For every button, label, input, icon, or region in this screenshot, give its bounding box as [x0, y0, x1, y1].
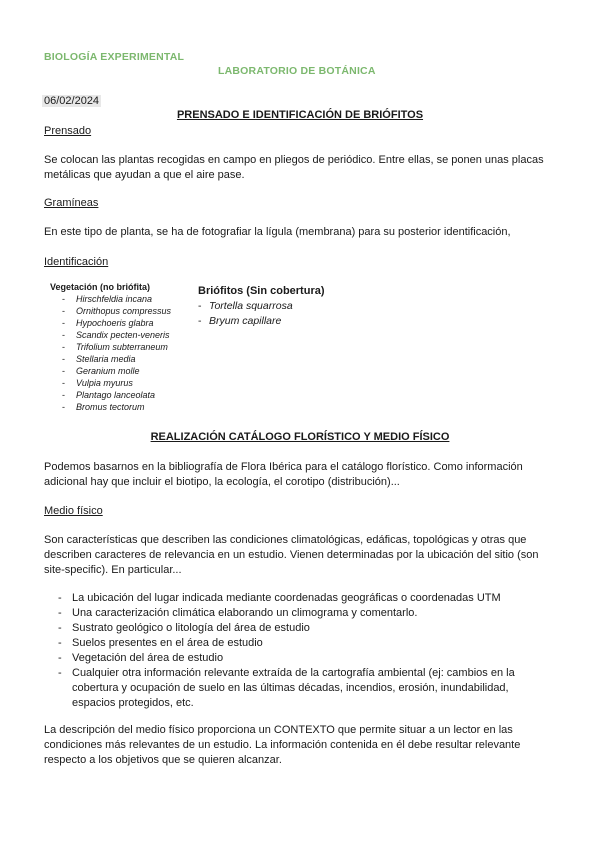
lab-header: LABORATORIO DE BOTÁNICA [218, 65, 376, 77]
list-item: - Hypochoeris glabra [62, 317, 200, 329]
list-item: - Scandix pecten-veneris [62, 329, 200, 341]
gramineas-heading: Gramíneas [44, 197, 99, 209]
subject-header: BIOLOGÍA EXPERIMENTAL [44, 51, 185, 63]
list-item: - Vulpia myurus [62, 377, 200, 389]
list-item: - Suelos presentes en el área de estudio [44, 636, 534, 651]
date-label [42, 94, 101, 109]
list-item: - Plantago lanceolata [62, 389, 200, 401]
vegetation-block [50, 281, 200, 413]
list-item: - Geranium molle [62, 365, 200, 377]
list-item: - Sustrato geológico o litología del área de estudio [44, 621, 534, 636]
list-item: - Stellaria media [62, 353, 200, 365]
date-value: 06/02/2024 [44, 95, 100, 107]
medio-conclusion: La descripción del medio físico proporciona un CONTEXTO que permite situar a un lector en las condiciones más relevantes de un estudio. La información contenida en él debe resultar relevante respecto a los objetivos que se quieren alcanzar. [44, 724, 521, 766]
vegetation-list [62, 293, 200, 413]
bryophytes-block [198, 284, 398, 329]
medio-text: Son características que describen las condiciones climatológicas, edáficas, topológicas y otras que describen caracteres de relevancia en un estudio. Vienen determinadas por la ubicación del sitio (son site-specific). En particular... [44, 534, 539, 576]
medio-heading: Medio físico [44, 505, 103, 517]
medio-list [44, 591, 534, 711]
list-item: - Tortella squarrosa [198, 299, 398, 314]
identificacion-heading: Identificación [44, 256, 109, 268]
section-title-prensado: PRENSADO E IDENTIFICACIÓN DE BRIÓFITOS [176, 109, 424, 121]
section-title-catalogo: REALIZACIÓN CATÁLOGO FLORÍSTICO Y MEDIO FÍSICO [150, 431, 450, 443]
list-item: - Cualquier otra información relevante extraída de la cartografía ambiental (ej: cambios en la cobertura y ocupación de suelo en las últimas décadas, incendios, erosión, inundabilidad, espacios protegidos, etc. [44, 666, 534, 711]
prensado-heading: Prensado [44, 125, 92, 137]
list-item: - Trifolium subterraneum [62, 341, 200, 353]
bryophytes-title: Briófitos (Sin cobertura) [198, 285, 325, 297]
vegetation-title: Vegetación (no briófita) [50, 282, 151, 292]
bryophytes-list [198, 299, 398, 329]
list-item: - Vegetación del área de estudio [44, 651, 534, 666]
list-item: - Una caracterización climática elaborando un climograma y comentarlo. [44, 606, 534, 621]
list-item: - La ubicación del lugar indicada mediante coordenadas geográficas o coordenadas UTM [44, 591, 534, 606]
list-item: - Hirschfeldia incana [62, 293, 200, 305]
list-item: - Bromus tectorum [62, 401, 200, 413]
list-item: - Ornithopus compressus [62, 305, 200, 317]
catalogo-intro: Podemos basarnos en la bibliografía de Flora Ibérica para el catálogo florístico. Como información adicional hay que incluir el biotipo, la ecología, el corotipo (distribución)... [44, 461, 523, 488]
list-item: - Bryum capillare [198, 314, 398, 329]
gramineas-text: En este tipo de planta, se ha de fotografiar la lígula (membrana) para su posterior identificación, [44, 226, 511, 238]
prensado-text: Se colocan las plantas recogidas en campo en pliegos de periódico. Entre ellas, se ponen unas placas metálicas que ayudan a que el aire pase. [44, 154, 544, 181]
